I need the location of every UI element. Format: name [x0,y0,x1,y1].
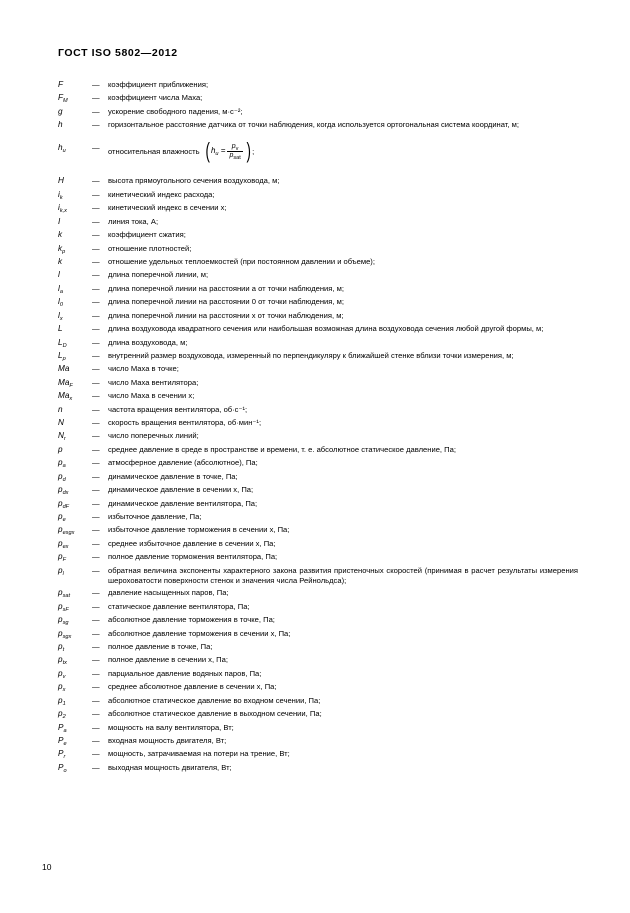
definition-symbol: $P_a$ [58,722,67,734]
page-header: ГОСТ ISO 5802—2012 [58,47,178,59]
definition-dash: — [92,512,100,522]
definition-row [58,391,578,404]
definition-row [58,588,578,601]
definition-dash: — [92,695,100,705]
definition-text: длина поперечной линии, м; [108,270,209,280]
definition-dash: — [92,216,100,226]
definition-symbol: $L_D$ [58,337,67,349]
definition-symbol: $Ma_x$ [58,391,73,403]
page-number: 10 [42,862,52,872]
formula-lhs: $h_u$ = [210,145,226,157]
definition-dash: — [92,735,100,745]
formula-close-paren: ) [246,138,251,164]
definition-symbol: F [58,80,64,89]
definition-text: длина воздуховода, м; [108,337,188,347]
definition-dash: — [92,93,100,103]
definition-text: высота прямоугольного сечения воздуховода, м; [108,176,280,186]
definition-symbol: h [58,120,63,130]
definition-row [58,351,578,364]
definition-dash: — [92,538,100,548]
definition-row [58,736,578,749]
definition-dash: — [92,80,100,89]
definition-row [58,539,578,552]
definition-symbol: $h_u$ [58,143,66,155]
definition-text-tail: ; [252,147,255,157]
definition-symbol: L [58,324,63,334]
definition-row [58,176,578,189]
definition-row [58,512,578,525]
definition-symbol: g [58,106,63,116]
definition-row [58,566,578,589]
definition-text: мощность на валу вентилятора, Вт; [108,722,234,732]
definition-symbol: $p_{sg}$ [58,615,69,627]
definition-symbol: H [58,176,64,186]
definition-symbol: N [58,418,64,428]
definition-dash: — [92,257,100,266]
formula-denominator: $p_{sat}$ [229,151,241,161]
definition-text: абсолютное давление торможения в сечении x, Па; [108,628,291,638]
definition-row [58,525,578,538]
definition-symbol: $k_p$ [58,243,66,255]
definition-row [58,655,578,668]
definition-row [58,458,578,471]
definition-symbol: $p_{tx}$ [58,655,67,667]
definitions-section [58,80,578,776]
definition-dash: — [92,628,100,638]
definition-dash: — [92,588,100,598]
definition-text: полное давление торможения вентилятора, Па; [108,552,278,562]
definition-symbol: k [58,257,63,266]
definition-dash: — [92,682,100,692]
definition-text: выходная мощность двигателя, Вт; [108,762,232,772]
definition-text: длина поперечной линии на расстоянии x от точки наблюдения, м; [108,310,344,320]
definition-row [58,629,578,642]
definition-text: статическое давление вентилятора, Па; [108,601,250,611]
definition-dash: — [92,431,100,441]
definition-dash: — [92,230,100,240]
definition-row [58,642,578,655]
definition-row [58,472,578,485]
definition-text: избыточное давление, Па; [108,512,202,522]
definition-text: динамическое давление вентилятора, Па; [108,498,258,508]
definition-row-humidity [58,143,578,167]
definition-row [58,338,578,351]
definition-row [58,499,578,512]
definition-symbol: $F_M$ [58,93,68,105]
definition-row [58,257,578,270]
definition-dash: — [92,471,100,481]
definition-dash: — [92,270,100,280]
definition-row [58,669,578,682]
definition-symbol: $p_a$ [58,458,66,470]
definition-symbol: $p_{ex}$ [58,538,69,550]
definition-symbol: $L_p$ [58,350,66,362]
definition-text: избыточное давление торможения в сечении x, Па; [108,525,290,535]
definition-text: динамическое давление в сечении x, Па; [108,485,254,495]
definition-symbol: $l_a$ [58,283,63,295]
definition-text: длина поперечной линии на расстоянии a от точки наблюдения, м; [108,283,344,293]
definition-dash: — [92,444,100,454]
definition-dash: — [92,749,100,759]
definition-row [58,364,578,377]
definition-row [58,405,578,418]
definition-row [58,709,578,722]
definition-symbol: k [58,230,63,240]
definition-text: абсолютное статическое давление в выходном сечении, Па; [108,709,322,719]
definition-dash: — [92,143,100,153]
definition-row [58,324,578,337]
definition-symbol: $p_{dF}$ [58,498,70,510]
definition-dash: — [92,297,100,307]
definition-symbol: $p_e$ [58,512,66,524]
definition-text: длина поперечной линии на расстоянии 0 от точки наблюдения, м; [108,297,344,307]
definition-text: динамическое давление в точке, Па; [108,471,238,481]
definition-text: число Маха в точке; [108,364,179,374]
definition-text: мощность, затрачиваемая на потери на трение, Вт; [108,749,290,759]
definition-symbol: $p_x$ [58,682,66,694]
definition-row [58,190,578,203]
definition-symbol: $p_{esgx}$ [58,525,75,537]
definition-text: кинетический индекс в сечении x; [108,203,227,213]
definition-dash: — [92,709,100,719]
definition-text: число Маха в сечении x; [108,391,195,401]
definition-dash: — [92,668,100,678]
definition-dash: — [92,601,100,611]
definition-row [58,244,578,257]
definition-text: кинетический индекс расхода; [108,189,215,199]
definition-row [58,80,578,93]
definition-dash: — [92,552,100,562]
definition-text: абсолютное статическое давление во входном сечении, Па; [108,695,321,705]
definition-row [58,378,578,391]
row-spacer [58,167,578,177]
definition-dash: — [92,120,100,130]
definition-row [58,431,578,444]
definition-dash: — [92,283,100,293]
definition-text: длина воздуховода квадратного сечения или наибольшая возможная длина воздуховода сечения любой другой формы, м; [108,324,544,334]
definition-symbol: $p_1$ [58,695,66,707]
definition-text: полное давление в сечении x, Па; [108,655,228,665]
definition-symbol: $N_r$ [58,431,66,443]
definition-text: частота вращения вентилятора, об·с⁻¹; [108,404,248,414]
formula-numerator: $p_v$ [227,143,242,152]
row-spacer [58,134,578,144]
definition-text: ускорение свободного падения, м·с⁻²; [108,106,243,116]
definition-text: число поперечных линий; [108,431,199,441]
definition-dash: — [92,350,100,360]
definition-symbol: $p_F$ [58,552,66,564]
definition-text: давление насыщенных паров, Па; [108,588,229,598]
definition-text: среднее абсолютное давление в сечении x, Па; [108,682,277,692]
definition-row [58,203,578,216]
definition-symbol: $p_{sgx}$ [58,628,72,640]
definition-text: скорость вращения вентилятора, об·мин⁻¹; [108,418,262,428]
definition-text: внутренний размер воздуховода, измеренный по перпендикуляру к ближайшей стенке вблизи точки измерения, м; [108,350,514,360]
definition-symbol: $Ma_F$ [58,377,73,389]
definition-text: линия тока, A; [108,216,159,226]
definition-text: абсолютное давление торможения в точке, Па; [108,615,275,625]
definition-row [58,311,578,324]
definition-dash: — [92,722,100,732]
definition-text: полное давление в точке, Па; [108,642,213,652]
definition-dash: — [92,189,100,199]
definition-dash: — [92,243,100,253]
definition-row [58,552,578,565]
definition-dash: — [92,364,100,374]
definition-row [58,230,578,243]
definition-symbol: $p_t$ [58,642,65,654]
definition-row [58,445,578,458]
definition-text: число Маха вентилятора; [108,377,199,387]
definition-symbol: $P_r$ [58,749,66,761]
definition-row [58,270,578,283]
definition-text-label: относительная влажность [108,147,200,157]
definition-symbol: $p_d$ [58,471,66,483]
definition-dash: — [92,565,100,575]
formula-fraction [227,143,242,160]
definition-dash: — [92,458,100,468]
definition-symbol: $p_2$ [58,709,66,721]
definition-text: отношение плотностей; [108,243,192,253]
definition-symbol: p [58,444,63,454]
definition-dash: — [92,176,100,186]
definition-text: обратная величина экспоненты характерного закона развития пристеночных скоростей (принимая в расчет результаты измерения шероховатости поверхности стенок и значения числа Рейнольдса); [108,565,578,585]
definition-text: отношение удельных теплоемкостей (при постоянном давлении и объеме); [108,257,375,266]
definition-row [58,602,578,615]
definition-text [108,138,578,167]
definition-row [58,749,578,762]
definition-text: среднее давление в среде в пространстве и времени, т. е. абсолютное статическое давление, Па; [108,444,456,454]
definition-row [58,615,578,628]
definition-symbol: $i_k$ [58,189,63,201]
definition-text: парциальное давление водяных паров, Па; [108,668,262,678]
definition-row [58,682,578,695]
definitions-table [58,80,578,776]
definition-row [58,696,578,709]
definition-text: входная мощность двигателя, Вт; [108,735,227,745]
definition-row [58,93,578,106]
definition-text: среднее избыточное давление в сечении x, Па; [108,538,276,548]
definition-row [58,120,578,133]
definition-symbol: $P_e$ [58,735,67,747]
definition-symbol: $l_0$ [58,297,63,309]
definition-dash: — [92,337,100,347]
definition-dash: — [92,324,100,334]
definition-text: атмосферное давление (абсолютное), Па; [108,458,258,468]
definition-dash: — [92,203,100,213]
definition-dash: — [92,377,100,387]
definition-symbol: n [58,404,63,414]
definition-row [58,723,578,736]
definition-symbol: l [58,270,60,280]
definition-row [58,284,578,297]
definition-dash: — [92,498,100,508]
definition-symbol: $p_{sat}$ [58,588,71,600]
definition-symbol: $P_o$ [58,762,67,774]
definition-symbol: $p_{dx}$ [58,485,69,497]
definition-dash: — [92,655,100,665]
formula-open-paren: ( [205,138,210,164]
definition-dash: — [92,642,100,652]
definition-row [58,297,578,310]
definition-symbol: Ma [58,364,70,374]
definition-dash: — [92,485,100,495]
definitions-body [58,80,578,776]
definition-dash: — [92,525,100,535]
definition-dash: — [92,106,100,116]
definition-text: коэффициент приближения; [108,80,209,89]
definition-dash: — [92,418,100,428]
definition-dash: — [92,404,100,414]
definition-symbol: $i_{k,x}$ [58,203,67,215]
definition-dash: — [92,615,100,625]
definition-symbol: $p_{sF}$ [58,601,69,613]
definition-symbol: $p_v$ [58,668,66,680]
definition-text: коэффициент числа Маха; [108,93,203,103]
definition-row [58,107,578,120]
definition-dash: — [92,391,100,401]
definition-text: горизонтальное расстояние датчика от точки наблюдения, когда используется ортогональная система координат, м; [108,120,519,130]
definition-dash: — [92,310,100,320]
definition-dash: — [92,762,100,772]
definition-symbol: $p_l$ [58,565,64,577]
definition-row [58,485,578,498]
definition-symbol: I [58,216,61,226]
definition-row [58,217,578,230]
definition-row [58,763,578,776]
definition-symbol: $l_x$ [58,310,63,322]
definition-row [58,418,578,431]
humidity-formula [204,138,253,164]
definition-text: коэффициент сжатия; [108,230,186,240]
